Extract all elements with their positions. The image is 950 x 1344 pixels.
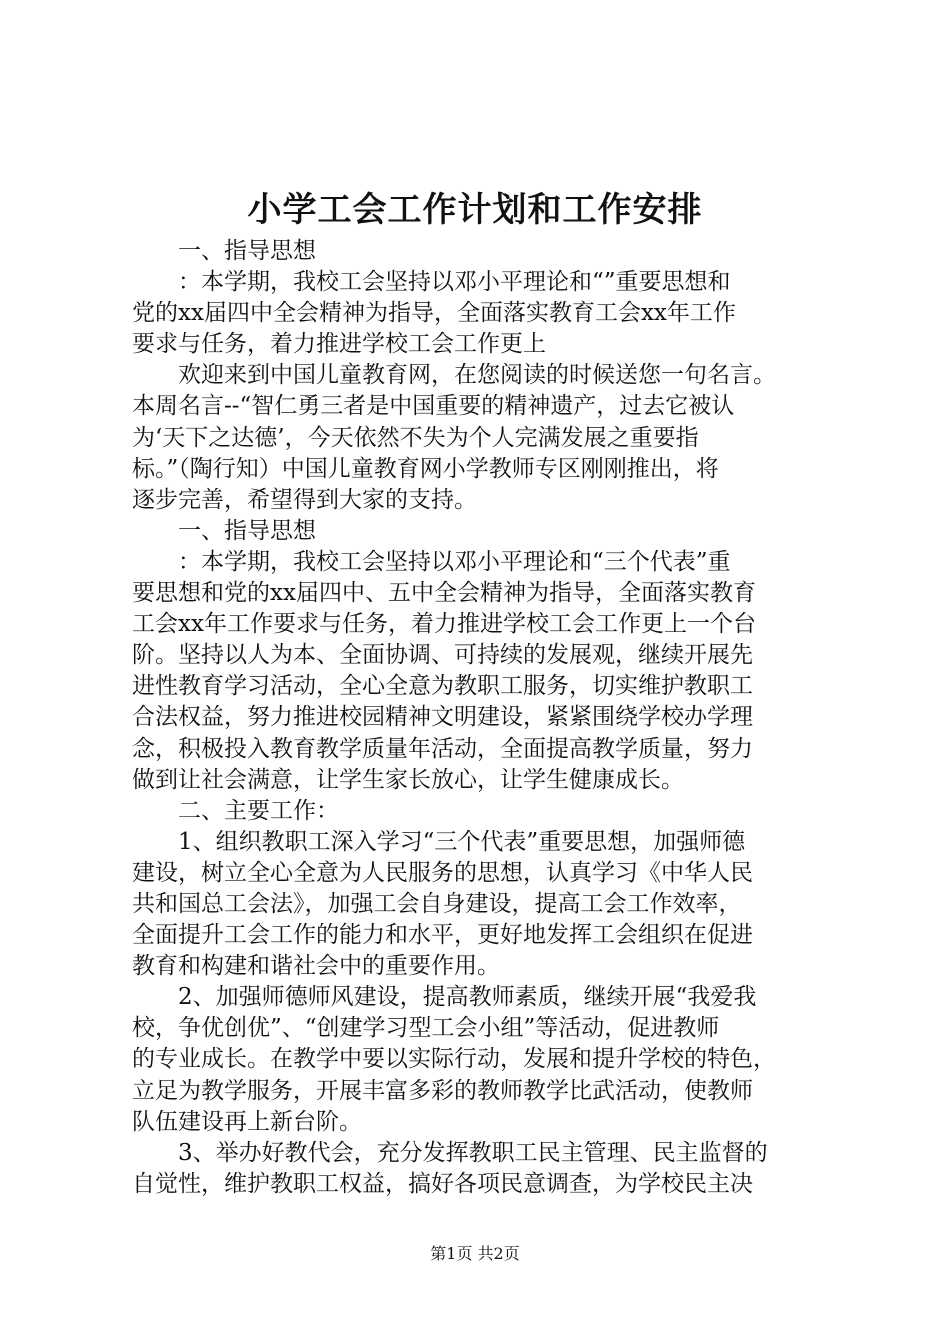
document-title: 小学工会工作计划和工作安排: [247, 190, 703, 230]
text-line: 合法权益，努力推进校园精神文明建设，紧紧围绕学校办学理: [132, 704, 753, 731]
text-line: 为‘天下之达德’，今天依然不失为个人完满发展之重要指: [132, 424, 699, 451]
document-body: [132, 236, 832, 1200]
text-line: 共和国总工会法》，加强工会自身建设，提高工会工作效率，: [132, 890, 742, 917]
page-footer: 第1页 共2页: [430, 1244, 520, 1263]
text-line: 进性教育学习活动，全心全意为教职工服务，切实维护教职工: [132, 673, 753, 700]
text-line: 的专业成长。在教学中要以实际行动，发展和提升学校的特色，: [132, 1046, 776, 1073]
text-line: 教育和构建和谐社会中的重要作用。: [132, 953, 500, 980]
text-line: ：本学期，我校工会坚持以邓小平理论和“三个代表”重: [178, 548, 731, 575]
text-line: 一、指导思想: [178, 238, 316, 264]
text-line: 建设，树立全心全意为人民服务的思想，认真学习《中华人民: [132, 859, 753, 886]
text-line: 要思想和党的xx届四中、五中全会精神为指导，全面落实教育: [132, 580, 756, 607]
text-line: 队伍建设再上新台阶。: [132, 1108, 362, 1135]
text-line: 校，争优创优”、“创建学习型工会小组”等活动，促进教师: [132, 1015, 720, 1042]
text-line: 阶。坚持以人为本、全面协调、可持续的发展观，继续开展先: [132, 642, 753, 669]
text-line: 3、举办好教代会，充分发挥教职工民主管理、民主监督的: [178, 1139, 768, 1166]
text-line: 2、加强师德师风建设，提高教师素质，继续开展“我爱我: [178, 984, 757, 1011]
text-line: 逐步完善，希望得到大家的支持。: [132, 486, 477, 513]
text-line: 全面提升工会工作的能力和水平，更好地发挥工会组织在促进: [132, 922, 753, 949]
text-line: 欢迎来到中国儿童教育网，在您阅读的时候送您一句名言。: [178, 362, 776, 389]
text-line: 本周名言--“智仁勇三者是中国重要的精神遗产，过去它被认: [132, 393, 735, 420]
text-line: 党的xx届四中全会精神为指导，全面落实教育工会xx年工作: [132, 300, 736, 327]
text-line: 立足为教学服务，开展丰富多彩的教师教学比武活动，使教师: [132, 1077, 753, 1104]
text-line: ：本学期，我校工会坚持以邓小平理论和“”重要思想和: [178, 269, 731, 296]
text-line: 一、指导思想: [178, 517, 316, 544]
text-line: 二、主要工作：: [178, 797, 339, 824]
text-line: 标。”（陶行知）中国儿童教育网小学教师专区刚刚推出，将: [132, 455, 719, 482]
text-line: 做到让社会满意，让学生家长放心，让学生健康成长。: [132, 766, 684, 793]
text-line: 自觉性，维护教职工权益，搞好各项民意调查，为学校民主决: [132, 1170, 753, 1197]
text-line: 念，积极投入教育教学质量年活动，全面提高教学质量，努力: [132, 735, 753, 762]
text-line: 要求与任务，着力推进学校工会工作更上: [132, 331, 546, 358]
text-line: 1、组织教职工深入学习“三个代表”重要思想，加强师德: [178, 828, 746, 855]
text-line: 工会xx年工作要求与任务，着力推进学校工会工作更上一个台: [132, 611, 756, 638]
